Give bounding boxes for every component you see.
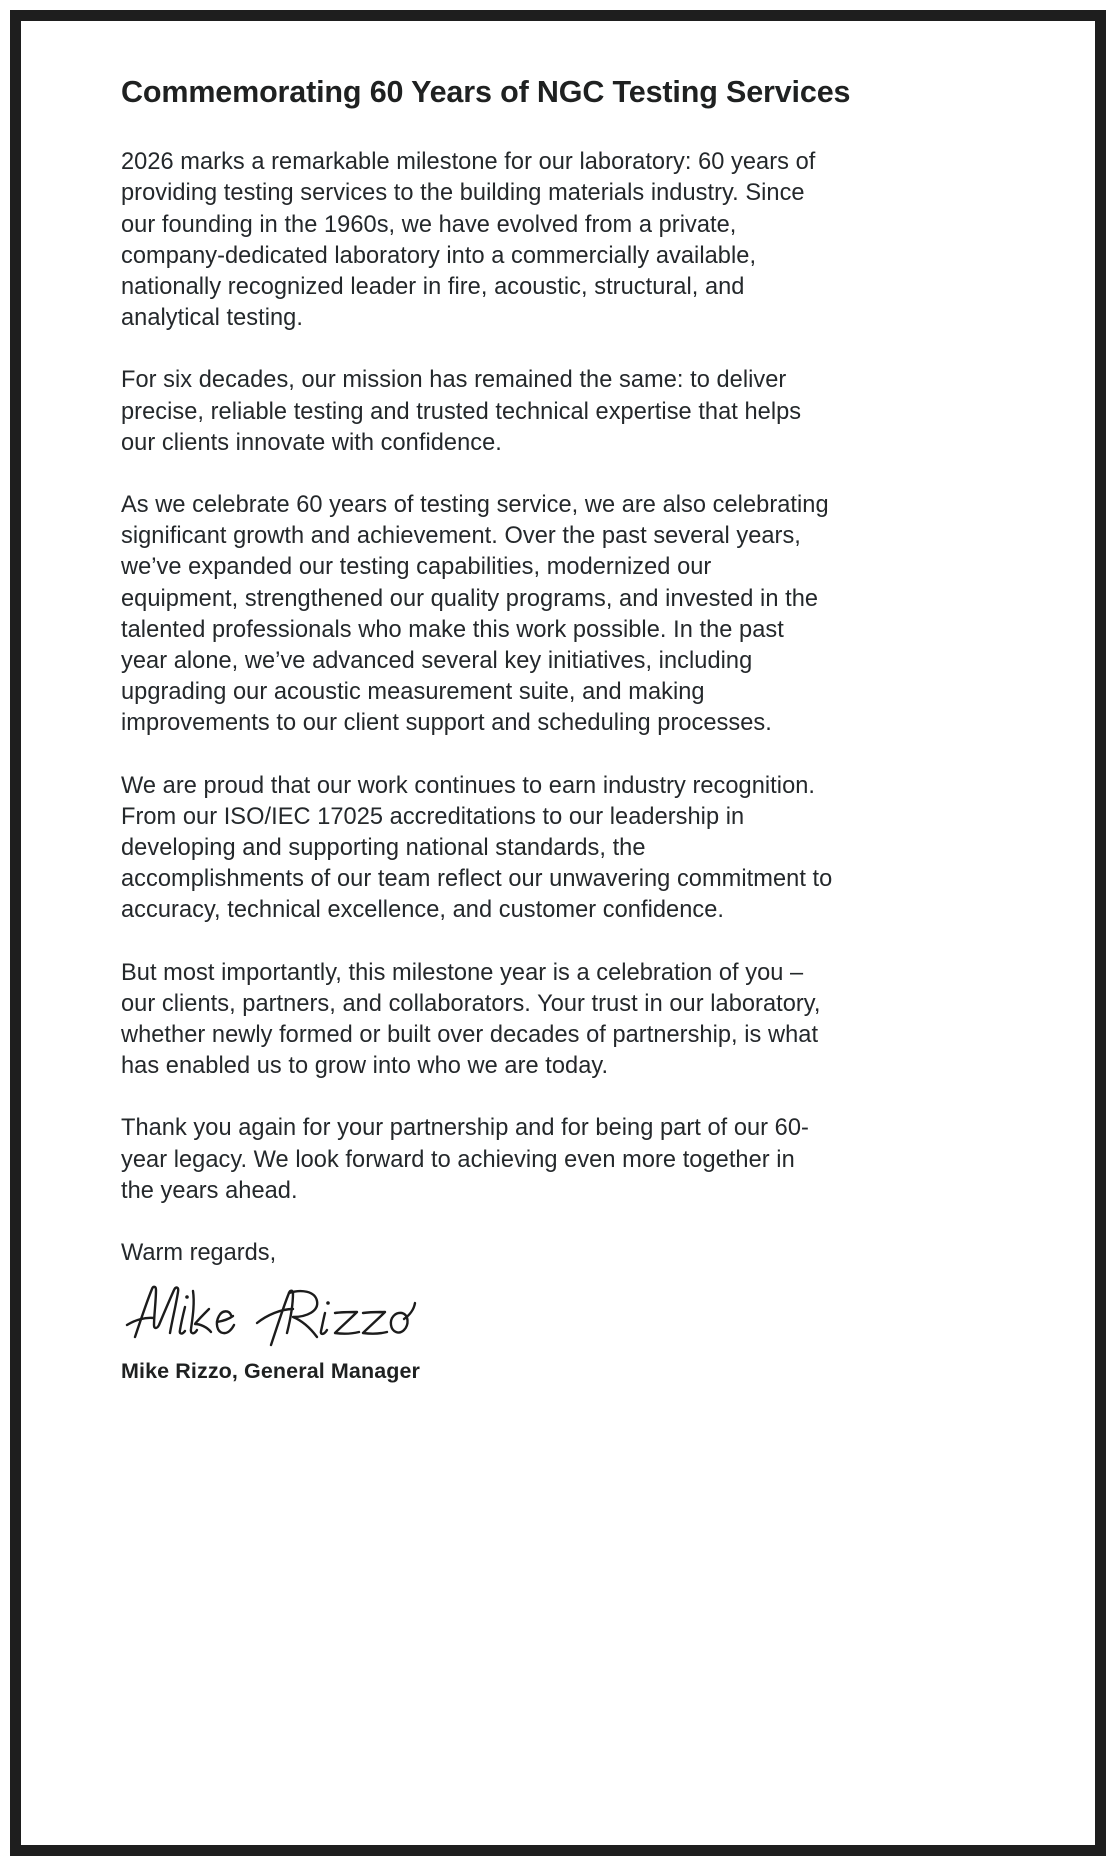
- page-title: Commemorating 60 Years of NGC Testing Services: [121, 75, 851, 109]
- signer-name-title: Mike Rizzo, General Manager: [121, 1359, 421, 1384]
- paragraph-2: For six decades, our mission has remained the same: to deliver precise, reliable testing and trusted technical expertise that helps our clients innovate with confidence.: [121, 367, 802, 456]
- letter-body: [21, 21, 1095, 1845]
- paragraph-1: 2026 marks a remarkable milestone for our laboratory: 60 years of providing testing services to the building materials industry. Since our founding in the 1960s, we have evolved from a private, company-dedicated laboratory into a commercially available, nationally recognized leader in fire, acoustic, structural, and analytical testing.: [121, 149, 816, 332]
- letter-frame: [10, 10, 1106, 1856]
- paragraph-6: Thank you again for your partnership and for being part of our 60-year legacy. We look forward to achieving even more together in the years ahead.: [121, 1115, 809, 1204]
- handwritten-signature-icon: [121, 1279, 421, 1353]
- paragraph-5: But most importantly, this milestone year is a celebration of you – our clients, partners, and collaborators. Your trust in our laboratory, whether newly formed or built over decades of partnership, is what has enabled us to grow into who we are today.: [121, 959, 821, 1080]
- paragraph-3: As we celebrate 60 years of testing service, we are also celebrating significant growth and achievement. Over the past several years, we’ve expanded our testing capabilities, modernized our equipment, strengthened our quality programs, and invested in the talented professionals who make this work possible. In the past year alone, we’ve advanced several key initiatives, including upgrading our acoustic measurement suite, and making improvements to our client support and scheduling processes.: [121, 491, 829, 737]
- signature-block: [121, 1279, 1023, 1384]
- closing-salutation: Warm regards,: [121, 1240, 277, 1267]
- paragraph-4: We are proud that our work continues to earn industry recognition. From our ISO/IEC 17025 accreditations to our leadership in developing and supporting national standards, the accomplishments of our team reflect our unwavering commitment to accuracy, technical excellence, and customer confidence.: [121, 772, 833, 924]
